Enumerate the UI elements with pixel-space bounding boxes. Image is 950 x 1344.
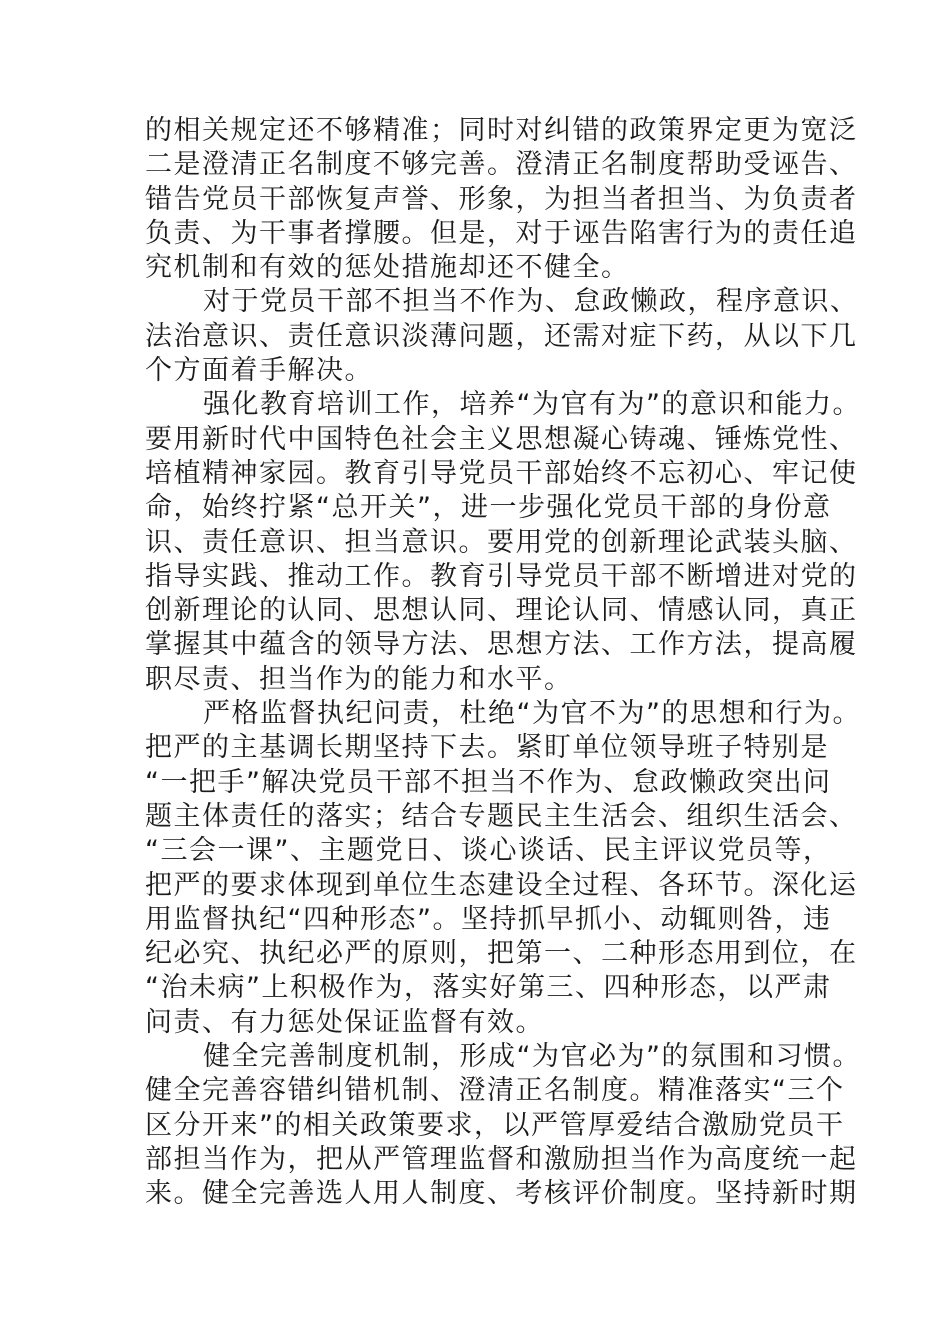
paragraph-first-line: 健全完善制度机制，形成“为官必为”的氛围和习惯。: [203, 1041, 861, 1073]
text-line: “三会一课”、主题党日、谈心谈话、民主评议党员等，: [145, 835, 832, 867]
text-line: 用监督执纪“四种形态”。坚持抓早抓小、动辄则咎，违: [145, 903, 832, 935]
text-line: 区分开来”的相关政策要求，以严管厚爱结合激励党员干: [145, 1109, 845, 1141]
text-line: 培植精神家园。教育引导党员干部始终不忘初心、牢记使: [145, 457, 858, 489]
text-line: 掌握其中蕴含的领导方法、思想方法、工作方法，提高履: [145, 629, 858, 661]
text-line: 健全完善容错纠错机制、澄清正名制度。精准落实“三个: [145, 1075, 845, 1107]
text-line: 职尽责、担当作为的能力和水平。: [145, 663, 573, 695]
text-line: 错告党员干部恢复声誉、形象，为担当者担当、为负责者: [145, 183, 858, 215]
text-line: 的相关规定还不够精准；同时对纠错的政策界定更为宽泛: [145, 115, 858, 146]
text-line: 纪必究、执纪必严的原则，把第一、二种形态用到位，在: [145, 938, 858, 970]
text-line: 究机制和有效的惩处措施却还不健全。: [145, 252, 630, 284]
text-line: 法治意识、责任意识淡薄问题，还需对症下药，从以下几: [145, 320, 858, 352]
text-line: 个方面着手解决。: [145, 355, 373, 387]
paragraph-first-line: 强化教育培训工作，培养“为官有为”的意识和能力。: [203, 389, 861, 421]
paragraph-first-line: 严格监督执纪问责，杜绝“为官不为”的思想和行为。: [203, 698, 861, 730]
text-line: 问责、有力惩处保证监督有效。: [145, 1006, 544, 1038]
text-line: 识、责任意识、担当意识。要用党的创新理论武装头脑、: [145, 526, 858, 558]
text-line: “一把手”解决党员干部不担当不作为、怠政懒政突出问: [145, 766, 832, 798]
text-line: 题主体责任的落实；结合专题民主生活会、组织生活会、: [145, 800, 858, 832]
text-line: 要用新时代中国特色社会主义思想凝心铸魂、锤炼党性、: [145, 423, 858, 455]
text-line: 负责、为干事者撑腰。但是，对于诬告陷害行为的责任追: [145, 217, 858, 249]
text-line: “治未病”上积极作为，落实好第三、四种形态，以严肃: [145, 972, 832, 1004]
document-body: [145, 114, 861, 1212]
text-line: 创新理论的认同、思想认同、理论认同、情感认同，真正: [145, 595, 858, 627]
text-line: 来。健全完善选人用人制度、考核评价制度。坚持新时期: [145, 1178, 858, 1210]
text-line: 部担当作为，把从严管理监督和激励担当作为高度统一起: [145, 1143, 858, 1175]
text-line: 把严的主基调长期坚持下去。紧盯单位领导班子特别是: [145, 732, 829, 764]
paragraph-first-line: 对于党员干部不担当不作为、怠政懒政，程序意识、: [203, 286, 859, 318]
text-line: 二是澄清正名制度不够完善。澄清正名制度帮助受诬告、: [145, 149, 858, 181]
text-line: 指导实践、推动工作。教育引导党员干部不断增进对党的: [145, 560, 858, 592]
text-line: 把严的要求体现到单位生态建设全过程、各环节。深化运: [145, 869, 858, 901]
text-line: 命，始终拧紧“总开关”，进一步强化党员干部的身份意: [145, 492, 832, 524]
